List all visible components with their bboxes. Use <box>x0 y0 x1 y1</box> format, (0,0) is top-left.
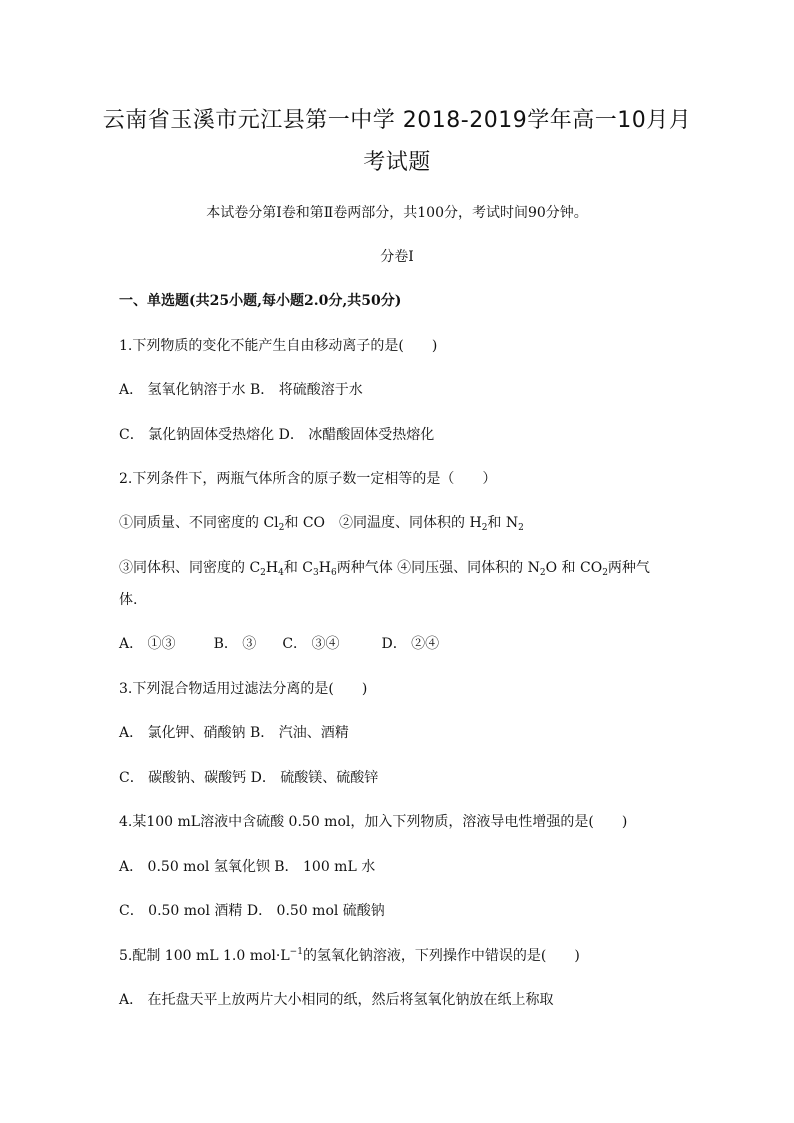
condition-text: 和 CO ②同温度、同体积的 H <box>284 515 482 531</box>
subscript: 2 <box>518 523 524 533</box>
section-heading: 一、单选题(共25小题,每小题2.0分,共50分) <box>119 293 402 309</box>
question-1-options-ab: A． 氢氧化钠溶于水 B． 将硫酸溶于水 <box>119 382 363 398</box>
subscript: 2 <box>481 523 488 533</box>
condition-text: H <box>318 560 331 576</box>
subscript: 3 <box>313 568 319 578</box>
condition-text: 和 N <box>487 515 519 531</box>
subscript: 2 <box>260 568 266 578</box>
question-5-option-a: A． 在托盘天平上放两片大小相同的纸，然后将氢氧化钠放在纸上称取 <box>119 992 554 1008</box>
question-4-options-ab: A． 0.50 mol 氢氧化钡 B． 100 mL 水 <box>119 859 376 875</box>
question-2-options <box>119 633 439 653</box>
question-1-stem: 1.下列物质的变化不能产生自由移动离子的是( ) <box>119 338 438 354</box>
subscript: 6 <box>330 568 337 578</box>
exam-title-line2: 考试题 <box>363 150 431 175</box>
subscript: 2 <box>278 523 285 533</box>
question-2-condition-1 <box>119 512 524 532</box>
exam-intro: 本试卷分第Ⅰ卷和第Ⅱ卷两部分，共100分，考试时间90分钟。 <box>206 205 588 221</box>
subscript: 2 <box>539 568 546 578</box>
condition-text: 和 C <box>283 560 314 576</box>
option-d: D． ②④ <box>381 636 440 652</box>
question-2-stem: 2.下列条件下，两瓶气体所含的原子数一定相等的是（ ） <box>119 471 497 487</box>
condition-text: H <box>265 560 279 576</box>
subscript: 4 <box>278 568 284 578</box>
subscript: 2 <box>602 568 608 578</box>
superscript: −1 <box>289 947 303 957</box>
question-5-stem <box>119 945 580 965</box>
condition-text: ③同体积、同密度的 C <box>119 560 261 576</box>
volume-heading: 分卷I <box>380 249 414 265</box>
question-4-options-cd: C． 0.50 mol 酒精 D． 0.50 mol 硫酸钠 <box>119 903 385 919</box>
question-3-options-ab: A． 氯化钾、硝酸钠 B． 汽油、酒精 <box>119 725 349 741</box>
option-b: B． ③ <box>213 636 257 652</box>
condition-text: 两种气体 ④同压强、同体积的 N <box>336 560 540 576</box>
option-a: A． ①③ <box>119 636 176 652</box>
stem-text: 5.配制 100 mL 1.0 mol·L <box>119 948 290 964</box>
question-3-stem: 3.下列混合物适用过滤法分离的是( ) <box>119 681 368 697</box>
question-4-stem: 4.某100 mL溶液中含硫酸 0.50 mol，加入下列物质，溶液导电性增强的是( ) <box>119 814 628 830</box>
stem-text: 的氢氧化钠溶液，下列操作中错误的是( ) <box>302 948 580 964</box>
question-2-condition-cont: 体. <box>119 592 138 608</box>
exam-title-line1: 云南省玉溪市元江县第一中学 2018-2019学年高一10月月 <box>102 108 692 133</box>
condition-text: O 和 CO <box>545 560 603 576</box>
option-c: C． ③④ <box>282 636 340 652</box>
condition-text: 两种气 <box>607 560 650 576</box>
question-1-options-cd: C． 氯化钠固体受热熔化 D． 冰醋酸固体受热熔化 <box>119 427 435 443</box>
condition-text: ①同质量、不同密度的 Cl <box>119 515 279 531</box>
question-2-condition-2 <box>119 557 650 577</box>
question-3-options-cd: C． 碳酸钠、碳酸钙 D． 硫酸镁、硫酸锌 <box>119 770 379 786</box>
